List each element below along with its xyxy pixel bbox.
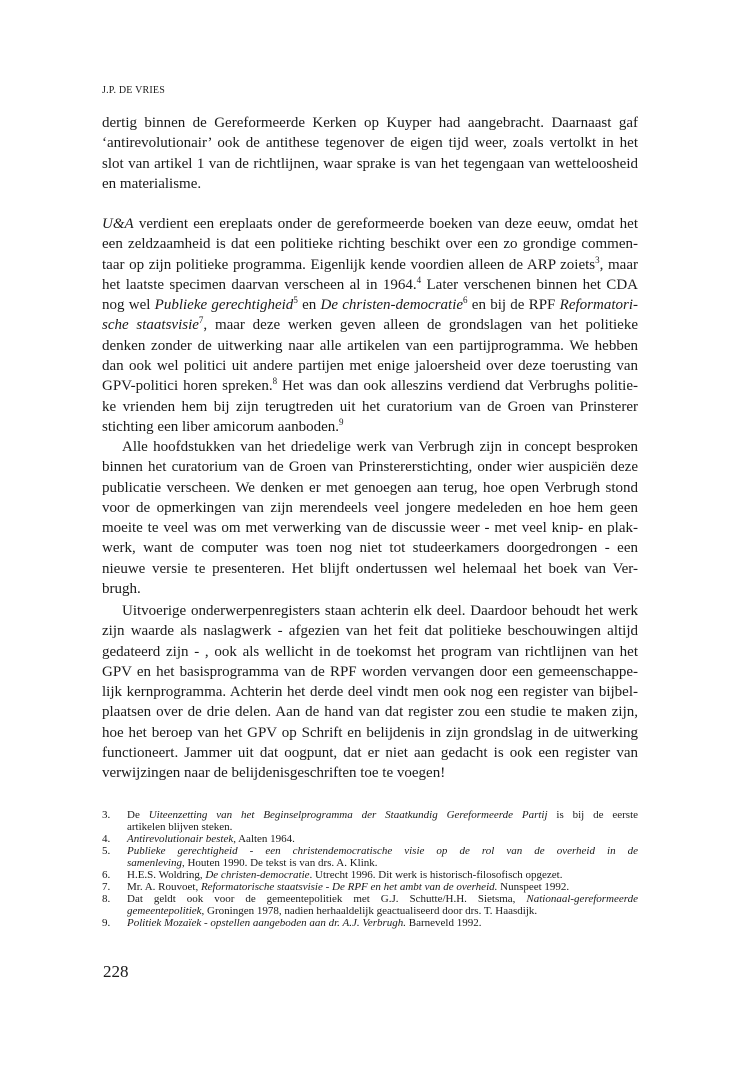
- text-line: [102, 376, 638, 396]
- text-segment: , Houten 1990. De tekst is van drs. A. Klink.: [181, 857, 378, 869]
- text-line: [102, 336, 638, 356]
- text-segment: publicatie verscheen. We denken er met genoegen aan terug, hoe open Verbrugh stond: [102, 479, 638, 496]
- footnote-text: [127, 833, 638, 845]
- text-line: [127, 881, 638, 893]
- text-line: [102, 154, 638, 174]
- text-segment: slot van artikel 1 van de richtlijnen, waar sprake is van het tegengaan van wetteloosheid: [102, 155, 638, 172]
- text-segment: moeite te veel was om met verwerking van de discussie weer - met veel knip- en plak-: [102, 520, 638, 537]
- text-line: [102, 702, 638, 722]
- italic-text: Antirevolutionair bestek: [127, 833, 234, 845]
- running-head: J.P. DE VRIES: [102, 85, 165, 96]
- footnote-ref: 4: [416, 274, 422, 285]
- text-line: [127, 893, 638, 905]
- text-segment: Dat geldt ook voor de gemeentepolitiek met G.J. Schutte/H.H. Sietsma,: [127, 893, 527, 905]
- italic-text: sche staatsvisie: [102, 317, 199, 334]
- italic-text: Reformatori-: [559, 297, 638, 314]
- italic-text: samenleving: [127, 857, 182, 869]
- italic-text: Politiek Mozaïek - opstellen aangeboden aan dr. A.J. Verbrugh.: [127, 917, 407, 929]
- text-segment: lijk kernprogramma. Achterin het derde deel vindt men ook nog een register van bijbel-: [102, 684, 638, 701]
- text-segment: het laatste specimen daarvan verscheen al in 1964.: [102, 276, 417, 293]
- text-line: [102, 723, 638, 743]
- text-line: [102, 255, 638, 275]
- footnote-text: [127, 809, 638, 833]
- text-line: [102, 437, 638, 457]
- italic-text: Publieke gerechtigheid - een christendemocratische visie op de rol van de overheid in de: [127, 845, 638, 857]
- text-segment: en bij de RPF: [467, 297, 560, 314]
- footnote-number: 4.: [102, 833, 111, 845]
- text-segment: ‘antirevolutionair’ ook de antithese tegenover de eigen tijd weer, zoals vertolkt in het: [102, 135, 638, 152]
- text-segment: brugh.: [102, 581, 141, 598]
- text-segment: binnen het curatorium van de Groen van Prinstererstichting, onder wier auspiciën deze: [102, 459, 638, 476]
- text-segment: taar op zijn politieke programma. Eigenlijk kende voordien alleen de ARP zoiets: [102, 256, 596, 273]
- text-segment: is bij de eerste: [547, 809, 639, 821]
- text-line: [127, 917, 638, 929]
- text-segment: nog wel: [102, 297, 155, 314]
- text-segment: H.E.S. Woldring,: [127, 869, 206, 881]
- text-segment: Uitvoerige onderwerpenregisters staan achterin elk deel. Daardoor behoudt het werk: [122, 603, 638, 619]
- text-line: [127, 845, 638, 857]
- footnote-ref: 9: [339, 416, 344, 427]
- text-segment: functioneert. Jammer uit dat oogpunt, dat er niet aan gedacht is ook een register van: [102, 745, 638, 762]
- text-line: [102, 174, 638, 194]
- text-segment: , maar: [599, 256, 638, 273]
- text-line: [127, 809, 638, 821]
- text-line: [102, 763, 638, 783]
- text-segment: dan ook wel politici uit andere partijen met enige jaloersheid over deze toerusting van: [102, 358, 638, 375]
- text-line: [127, 821, 638, 833]
- footnote-number: 7.: [102, 881, 111, 893]
- text-segment: denken zonder de uitwerking naar alle artikelen van een partijprogramma. We hebben: [102, 337, 638, 354]
- footnote: [102, 845, 638, 869]
- italic-text: U&A: [102, 216, 134, 232]
- text-segment: artikelen blijven steken.: [127, 821, 233, 833]
- footnote-ref: 6: [463, 295, 468, 306]
- text-segment: , Aalten 1964.: [233, 833, 295, 845]
- text-line: [102, 743, 638, 763]
- text-line: [102, 315, 638, 335]
- italic-text: Uiteenzetting van het Beginselprogramma der Staatkundig Gereformeerde Partij: [148, 809, 548, 821]
- paragraph-3: [102, 437, 638, 599]
- text-segment: , Groningen 1978, nadien herhaaldelijk geactualiseerd door drs. T. Haasdijk.: [201, 905, 538, 917]
- footnote-number: 8.: [102, 893, 111, 905]
- text-segment: GPV en het basisprogramma van de RPF worden vervangen door een gemeenschappe-: [102, 663, 638, 680]
- footnote: [102, 833, 638, 845]
- text-segment: GPV-politici horen spreken.: [102, 378, 273, 395]
- footnote-number: 5.: [102, 845, 111, 857]
- text-line: [102, 682, 638, 702]
- text-line: [102, 642, 638, 662]
- text-segment: verdient een ereplaats onder de gereformeerde boeken van deze eeuw, omdat het: [133, 216, 638, 232]
- text-segment: Mr. A. Rouvoet,: [127, 881, 201, 893]
- text-line: [102, 538, 638, 558]
- text-segment: en: [297, 297, 321, 314]
- text-line: [102, 356, 638, 376]
- text-segment: . Utrecht 1996. Dit werk is historisch-filosofisch opgezet.: [309, 869, 563, 881]
- paragraph-2: [102, 214, 638, 437]
- text-segment: De: [127, 809, 149, 821]
- footnote-number: 9.: [102, 917, 111, 929]
- text-line: [102, 234, 638, 254]
- text-line: [102, 601, 638, 621]
- text-segment: verwijzingen naar de belijdenisgeschriften toe te voegen!: [102, 765, 446, 782]
- paragraph-1: [102, 113, 638, 194]
- text-segment: ke vrienden hem bij zijn terugtreden uit het curatorium van de Groen van Prinsterer: [102, 398, 638, 415]
- footnote-ref: 7: [198, 315, 204, 326]
- text-segment: plaatsen over de drie delen. Aan de hand van dat register zou een studie te maken zijn,: [102, 704, 638, 721]
- text-line: [102, 397, 638, 417]
- text-line: [102, 579, 638, 599]
- text-line: [102, 113, 638, 133]
- footnote-ref: 5: [293, 295, 298, 306]
- text-line: [102, 457, 638, 477]
- text-line: [102, 417, 638, 437]
- italic-text: De christen-democratie: [320, 297, 464, 314]
- paragraph-4: [102, 601, 638, 784]
- footnote: [102, 809, 638, 833]
- footnote-text: [127, 893, 638, 917]
- text-line: [127, 905, 638, 917]
- italic-text: Publieke gerechtigheid: [154, 297, 294, 314]
- text-line: [102, 214, 638, 234]
- text-segment: en materialisme.: [102, 175, 202, 192]
- text-line: [127, 833, 638, 845]
- footnote-ref: 8: [272, 376, 278, 387]
- footnote-text: [127, 845, 638, 869]
- text-segment: een zeldzaamheid is dat een politieke richting beschikt over een zo grondige commen-: [102, 236, 638, 253]
- italic-text: Nationaal-gereformeerde: [526, 893, 638, 905]
- text-line: [102, 621, 638, 641]
- text-segment: gedateerd zijn - , ook als wellicht in de toekomst het program van richtlijnen van het: [102, 643, 638, 660]
- text-line: [127, 857, 638, 869]
- text-line: [102, 295, 638, 315]
- footnote: [102, 917, 638, 929]
- text-line: [102, 498, 638, 518]
- footnote-text: [127, 869, 638, 881]
- text-segment: nieuwe versie te presenteren. Het blijft ondertussen wel helemaal het boek van Ver-: [102, 560, 638, 577]
- footnote-text: [127, 917, 638, 929]
- text-segment: , maar deze werken geven alleen de grondslagen van het politieke: [203, 317, 638, 334]
- text-line: [102, 662, 638, 682]
- text-line: [102, 559, 638, 579]
- footnote-ref: 3: [595, 254, 600, 265]
- text-line: [127, 869, 638, 881]
- page-number: 228: [103, 962, 129, 981]
- footnote: [102, 869, 638, 881]
- italic-text: gemeentepolitiek: [127, 905, 202, 917]
- text-line: [102, 518, 638, 538]
- text-segment: Het was dan ook alleszins verdiend dat Verbrughs politie-: [277, 378, 639, 395]
- text-line: [102, 478, 638, 498]
- text-segment: Later verschenen binnen het CDA: [421, 276, 638, 293]
- text-segment: hoe het beroep van het GPV op Schrift en belijdenis in zijn grondslag in de uitwerking: [102, 724, 638, 741]
- text-line: [102, 133, 638, 153]
- italic-text: De christen-democratie: [205, 869, 310, 881]
- footnote-number: 3.: [102, 809, 111, 821]
- text-segment: werk, want de computer was toen nog niet tot studeerkamers doorgedrongen - een: [102, 540, 638, 557]
- text-segment: stichting een liber amicorum aanboden.: [102, 418, 340, 435]
- text-line: [102, 275, 638, 295]
- text-segment: voor de opmerkingen van zijn merendeels veel jongere medeleden en hoe hem geen: [102, 499, 638, 516]
- footnote-number: 6.: [102, 869, 111, 881]
- footnote: [102, 881, 638, 893]
- italic-text: Reformatorische staatsvisie - De RPF en het ambt van de overheid.: [200, 881, 498, 893]
- text-segment: Nunspeet 1992.: [497, 881, 570, 893]
- text-segment: zijn waarde als naslagwerk - afgezien van het feit dat politieke beschouwingen altijd: [102, 623, 638, 640]
- text-segment: dertig binnen de Gereformeerde Kerken op Kuyper had aangebracht. Daarnaast gaf: [102, 115, 638, 131]
- footnote-text: [127, 881, 638, 893]
- footnotes: [102, 809, 638, 929]
- text-segment: Barneveld 1992.: [406, 917, 482, 929]
- footnote: [102, 893, 638, 917]
- text-segment: Alle hoofdstukken van het driedelige werk van Verbrugh zijn in concept besproken: [122, 439, 638, 455]
